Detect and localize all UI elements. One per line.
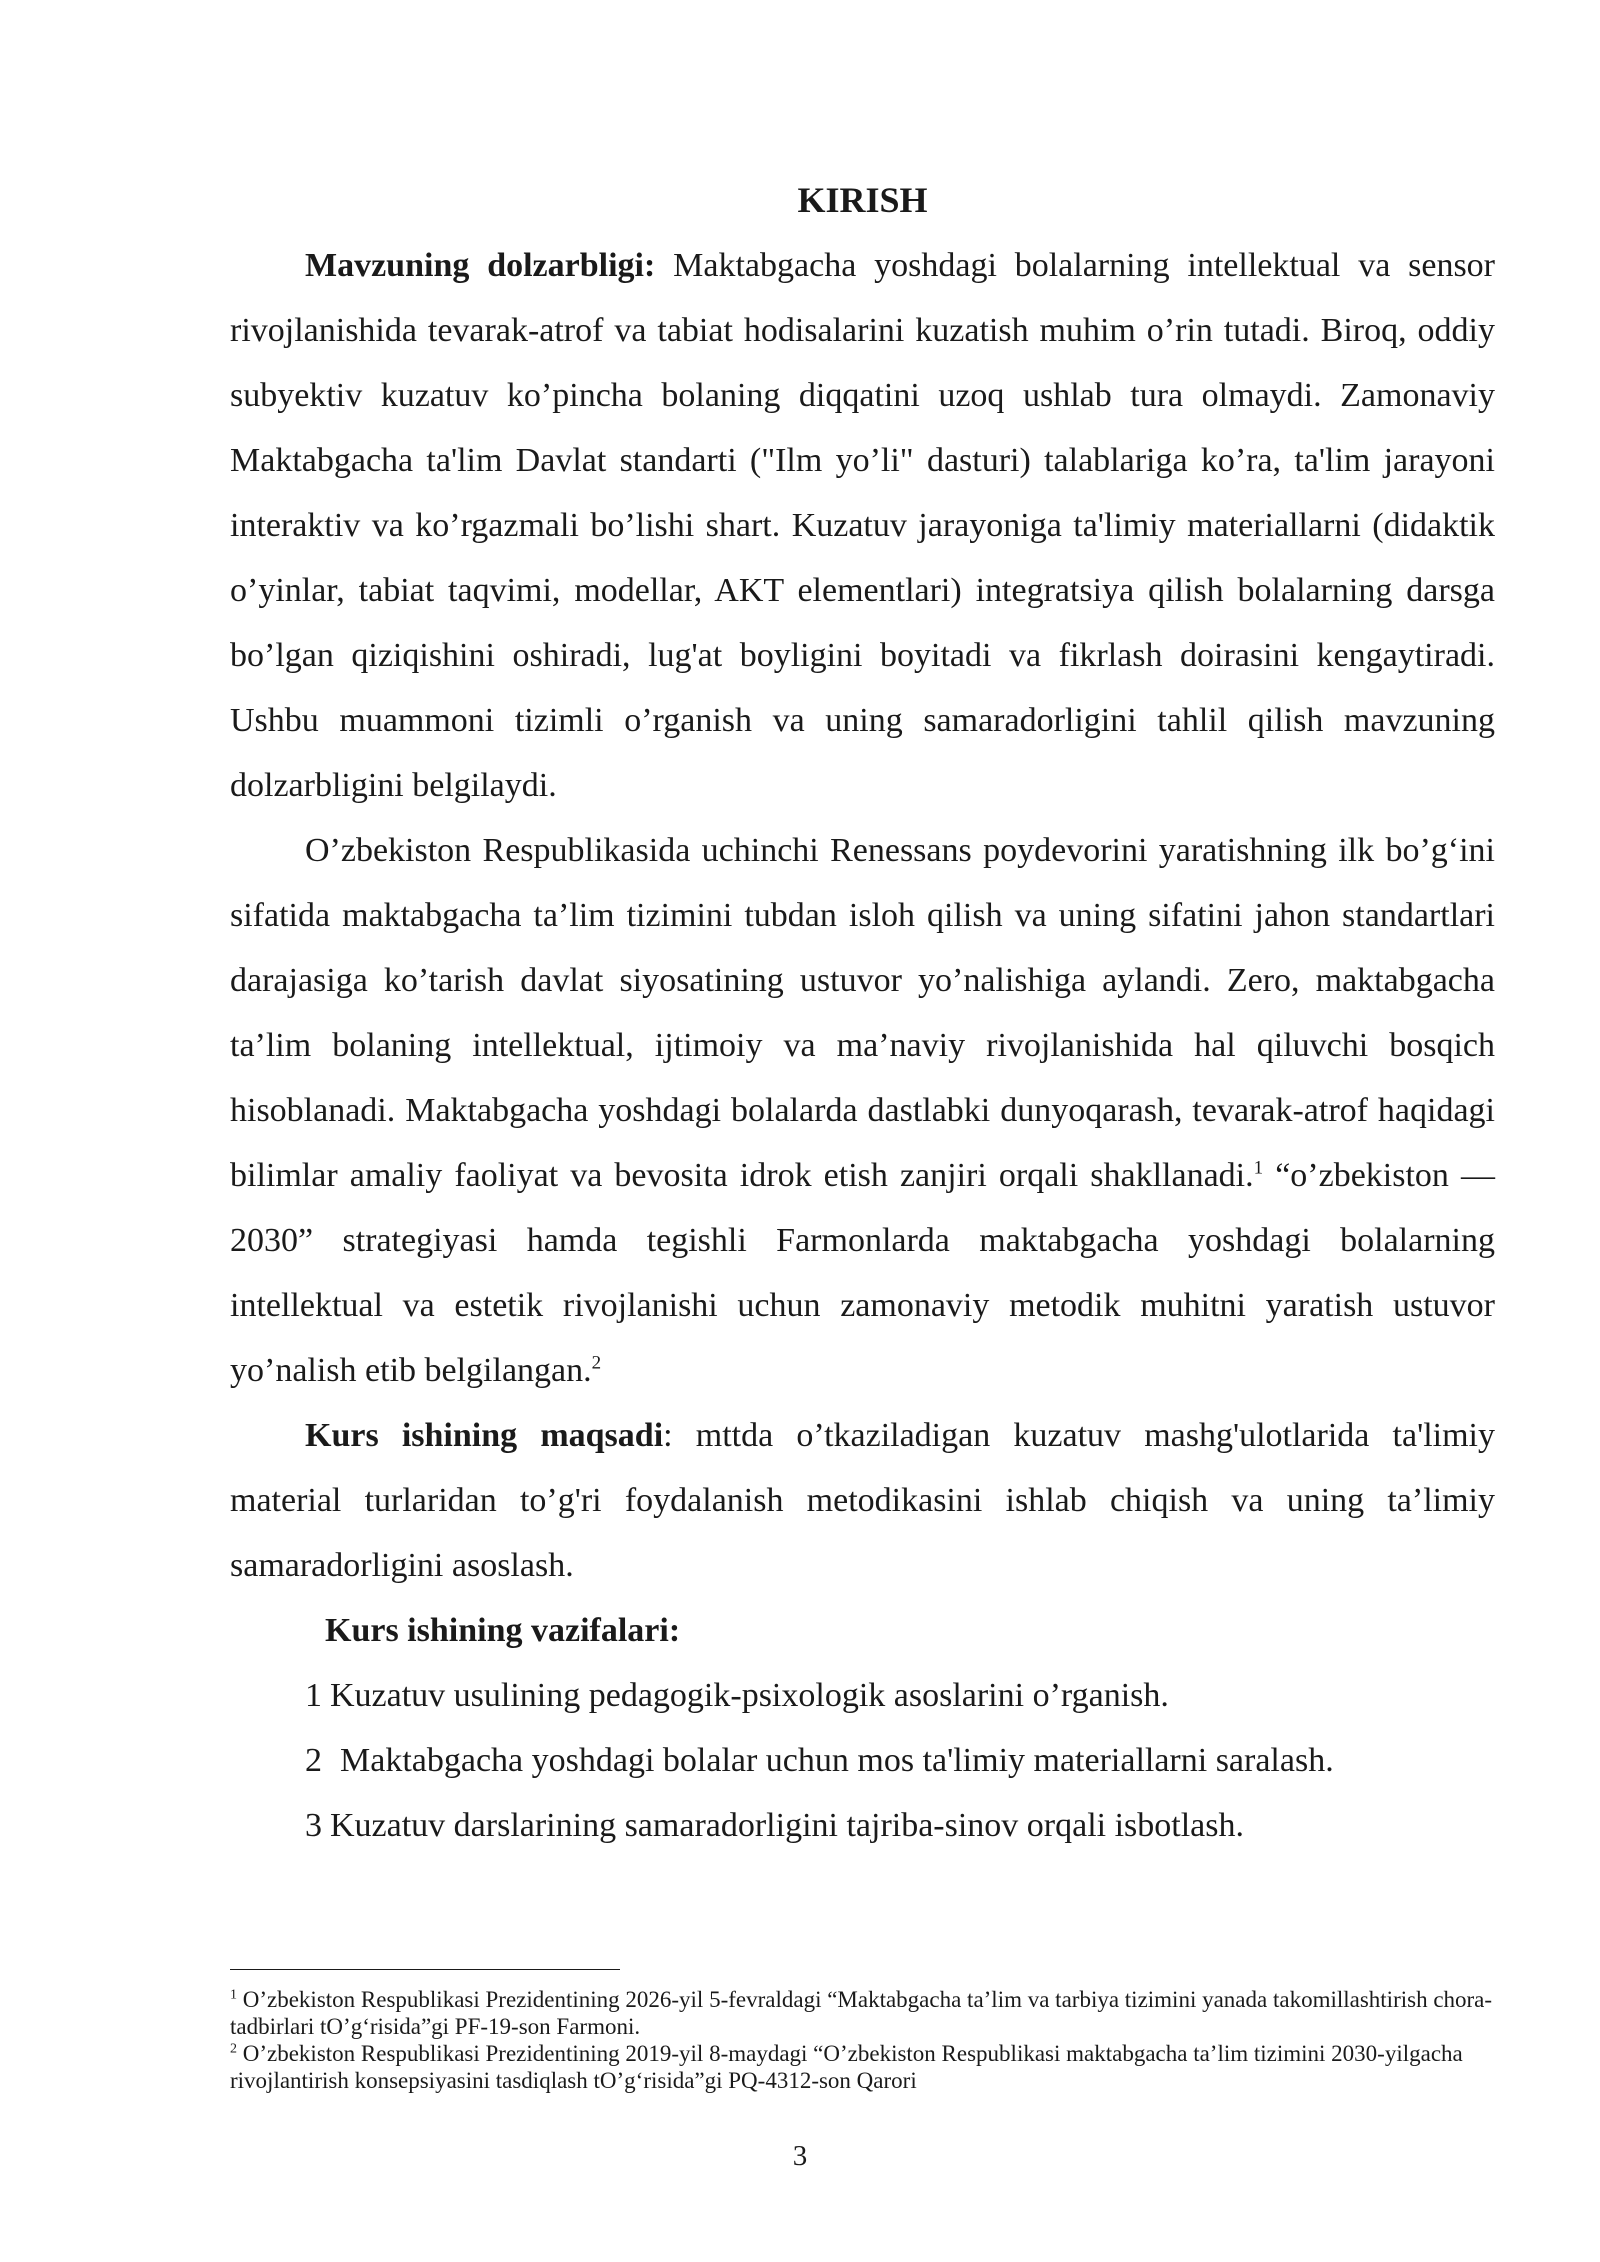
task-number: 3	[305, 1807, 322, 1844]
footnote-mark-2: 2	[230, 2041, 237, 2057]
task-text: Kuzatuv usulining pedagogik-psixologik asoslarini o’rganish.	[330, 1677, 1169, 1714]
footnotes	[230, 1986, 1495, 2094]
footnote-ref-1[interactable]: 1	[1253, 1157, 1264, 1179]
relevance-text: Maktabgacha yoshdagi bolalarning intellektual va sensor rivojlanishida tevarak-atrof va tabiat hodisalarini kuzatish muhim o’rin tutadi. Biroq, oddiy subyektiv kuzatuv ko’pincha bolaning diqqatini uzoq ushlab tura olmaydi. Zamonaviy Maktabgacha ta'lim Davlat standarti ("Ilm yo’li" dasturi) talablariga ko’ra, ta'lim jarayoni interaktiv va ko’rgazmali bo’lishi shart. Kuzatuv jarayoniga ta'limiy materiallarni (didaktik o’yinlar, tabiat taqvimi, modellar, AKT elementlari) integratsiya qilish bolalarning darsga bo’lgan qiziqishini oshiradi, lug'at boyligini boyitadi va fikrlash doirasini kengaytiradi. Ushbu muammoni tizimli o’rganish va uning samaradorligini tahlil qilish mavzuning dolzarbligini belgilaydi.	[230, 247, 1495, 804]
footnote-separator	[230, 1969, 620, 1970]
footnote-text-2: O’zbekiston Respublikasi Prezidentining 2019-yil 8-maydagi “O’zbekiston Respublikasi maktabgacha ta’lim tizimini 2030-yilgacha rivojlantirish konsepsiyasini tasdiqlash tO’g‘risida”gi PQ-4312-son Qarori	[230, 2041, 1463, 2093]
task-item	[230, 1793, 1495, 1858]
footnote-mark-1: 1	[230, 1987, 237, 2003]
footnote-2	[230, 2040, 1495, 2094]
footnote-text-1: O’zbekiston Respublikasi Prezidentining 2026-yil 5-fevraldagi “Maktabgacha ta’lim va tarbiya tizimini yanada takomillashtirish chora-tadbirlari tO’g‘risida”gi PF-19-son Farmoni.	[230, 1987, 1493, 2039]
footnote-ref-2[interactable]: 2	[591, 1352, 602, 1374]
context-text-a: O’zbekiston Respublikasida uchinchi Renessans poydevorini yaratishning ilk bo’g‘ini sifatida maktabgacha ta’lim tizimini tubdan isloh qilish va uning sifatini jahon standartlari darajasiga ko’tarish davlat siyosatining ustuvor yo’nalishiga aylandi. Zero, maktabgacha ta’lim bolaning intellektual, ijtimoiy va ma’naviy rivojlanishida hal qiluvchi bosqich hisoblanadi. Maktabgacha yoshdagi bolalarda dastlabki dunyoqarash, tevarak-atrof haqidagi bilimlar amaliy faoliyat va bevosita idrok etish zanjiri orqali shakllanadi.	[230, 832, 1495, 1194]
page-number: 3	[792, 2140, 808, 2172]
paragraph-goal	[230, 1403, 1495, 1598]
page-body	[230, 168, 1495, 1858]
footnote-1	[230, 1986, 1495, 2040]
task-number: 1	[305, 1677, 322, 1714]
goal-heading: Kurs ishining maqsadi	[305, 1417, 664, 1454]
context-text-b: “o’zbekiston — 2030” strategiyasi hamda tegishli Farmonlarda maktabgacha yoshdagi bolalarning intellektual va estetik rivojlanishi uchun zamonaviy metodik muhitni yaratish ustuvor yo’nalish etib belgilangan.	[230, 1157, 1495, 1389]
task-text: Maktabgacha yoshdagi bolalar uchun mos ta'limiy materiallarni saralash.	[340, 1742, 1334, 1779]
paragraph-context	[230, 818, 1495, 1403]
page-title: KIRISH	[797, 180, 928, 220]
paragraph-relevance	[230, 233, 1495, 818]
task-item	[230, 1728, 1495, 1793]
task-text: Kuzatuv darslarining samaradorligini tajriba-sinov orqali isbotlash.	[330, 1807, 1244, 1844]
goal-text: : mttda o’tkaziladigan kuzatuv mashg'ulotlarida ta'limiy material turlaridan to’g'ri foydalanish metodikasini ishlab chiqish va uning ta’limiy samaradorligini asoslash.	[230, 1417, 1495, 1584]
relevance-heading: Mavzuning dolzarbligi:	[305, 247, 656, 284]
task-number: 2	[305, 1742, 322, 1779]
task-item	[230, 1663, 1495, 1728]
tasks-heading: Kurs ishining vazifalari:	[325, 1612, 681, 1649]
